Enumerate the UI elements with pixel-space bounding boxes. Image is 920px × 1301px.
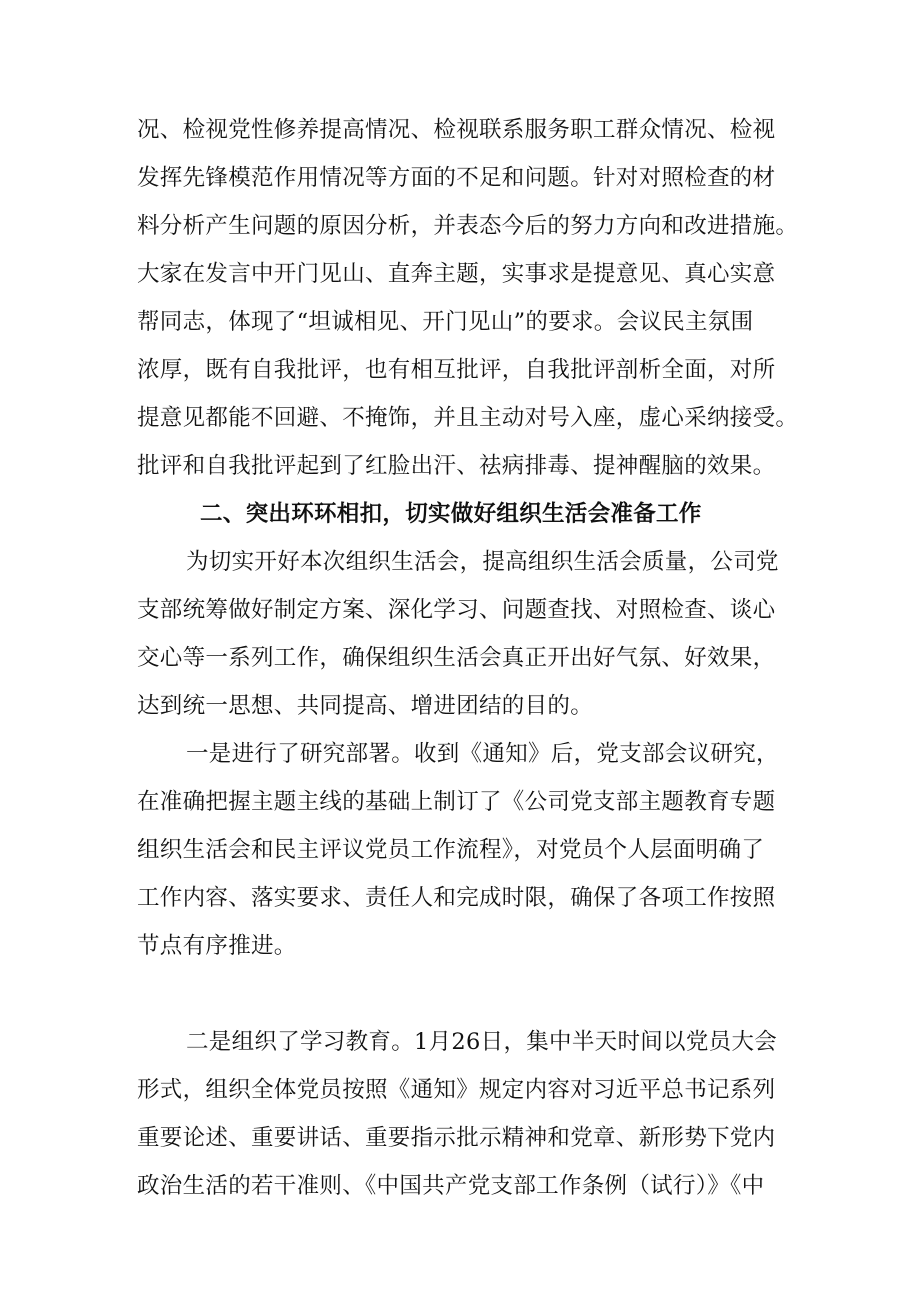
paragraph-line: 料分析产生问题的原因分析，并表态今后的努力方向和改进措施。 [137, 213, 799, 239]
paragraph-line: 组织生活会和民主评议党员工作流程》，对党员个人层面明确了 [137, 837, 765, 863]
paragraph-line: 帮同志，体现了“坦诚相见、开门见山”的要求。会议民主氛围 [137, 309, 754, 335]
paragraph-line: 提意见都能不回避、不掩饰，并且主动对号入座，虚心采纳接受。 [137, 405, 799, 431]
paragraph-line: 况、检视党性修养提高情况、检视联系服务职工群众情况、检视 [137, 117, 776, 143]
paragraph-line: 为切实开好本次组织生活会，提高组织生活会质量，公司党 [186, 549, 779, 575]
paragraph-line: 大家在发言中开门见山、直奔主题，实事求是提意见、真心实意 [137, 261, 776, 287]
paragraph-line: 形式，组织全体党员按照《通知》规定内容对习近平总书记系列 [137, 1077, 776, 1103]
paragraph-line: 一是进行了研究部署。收到《通知》后，党支部会议研究， [186, 741, 779, 767]
paragraph-line: 交心等一系列工作，确保组织生活会真正开出好气氛、好效果， [137, 645, 776, 671]
paragraph-line: 批评和自我批评起到了红脸出汗、祛病排毒、提神醒脑的效果。 [137, 453, 776, 479]
paragraph-line: 支部统筹做好制定方案、深化学习、问题查找、对照检查、谈心 [137, 597, 776, 623]
paragraph-line: 政治生活的若干准则、《中国共产党支部工作条例（试行）》《中 [137, 1173, 765, 1199]
paragraph-line: 节点有序推进。 [137, 933, 297, 959]
paragraph-line: 工作内容、落实要求、责任人和完成时限，确保了各项工作按照 [137, 885, 776, 911]
paragraph-line: 达到统一思想、共同提高、增进团结的目的。 [137, 693, 594, 719]
paragraph-line: 浓厚，既有自我批评，也有相互批评，自我批评剖析全面，对所 [137, 357, 776, 383]
section-heading: 二、突出环环相扣，切实做好组织生活会准备工作 [200, 501, 702, 527]
paragraph-line: 二是组织了学习教育。1月26日，集中半天时间以党员大会 [186, 1029, 778, 1055]
paragraph-line: 重要论述、重要讲话、重要指示批示精神和党章、新形势下党内 [137, 1125, 776, 1151]
paragraph-line: 在准确把握主题主线的基础上制订了《公司党支部主题教育专题 [137, 789, 776, 815]
paragraph-line: 发挥先锋模范作用情况等方面的不足和问题。针对对照检查的材 [137, 165, 776, 191]
